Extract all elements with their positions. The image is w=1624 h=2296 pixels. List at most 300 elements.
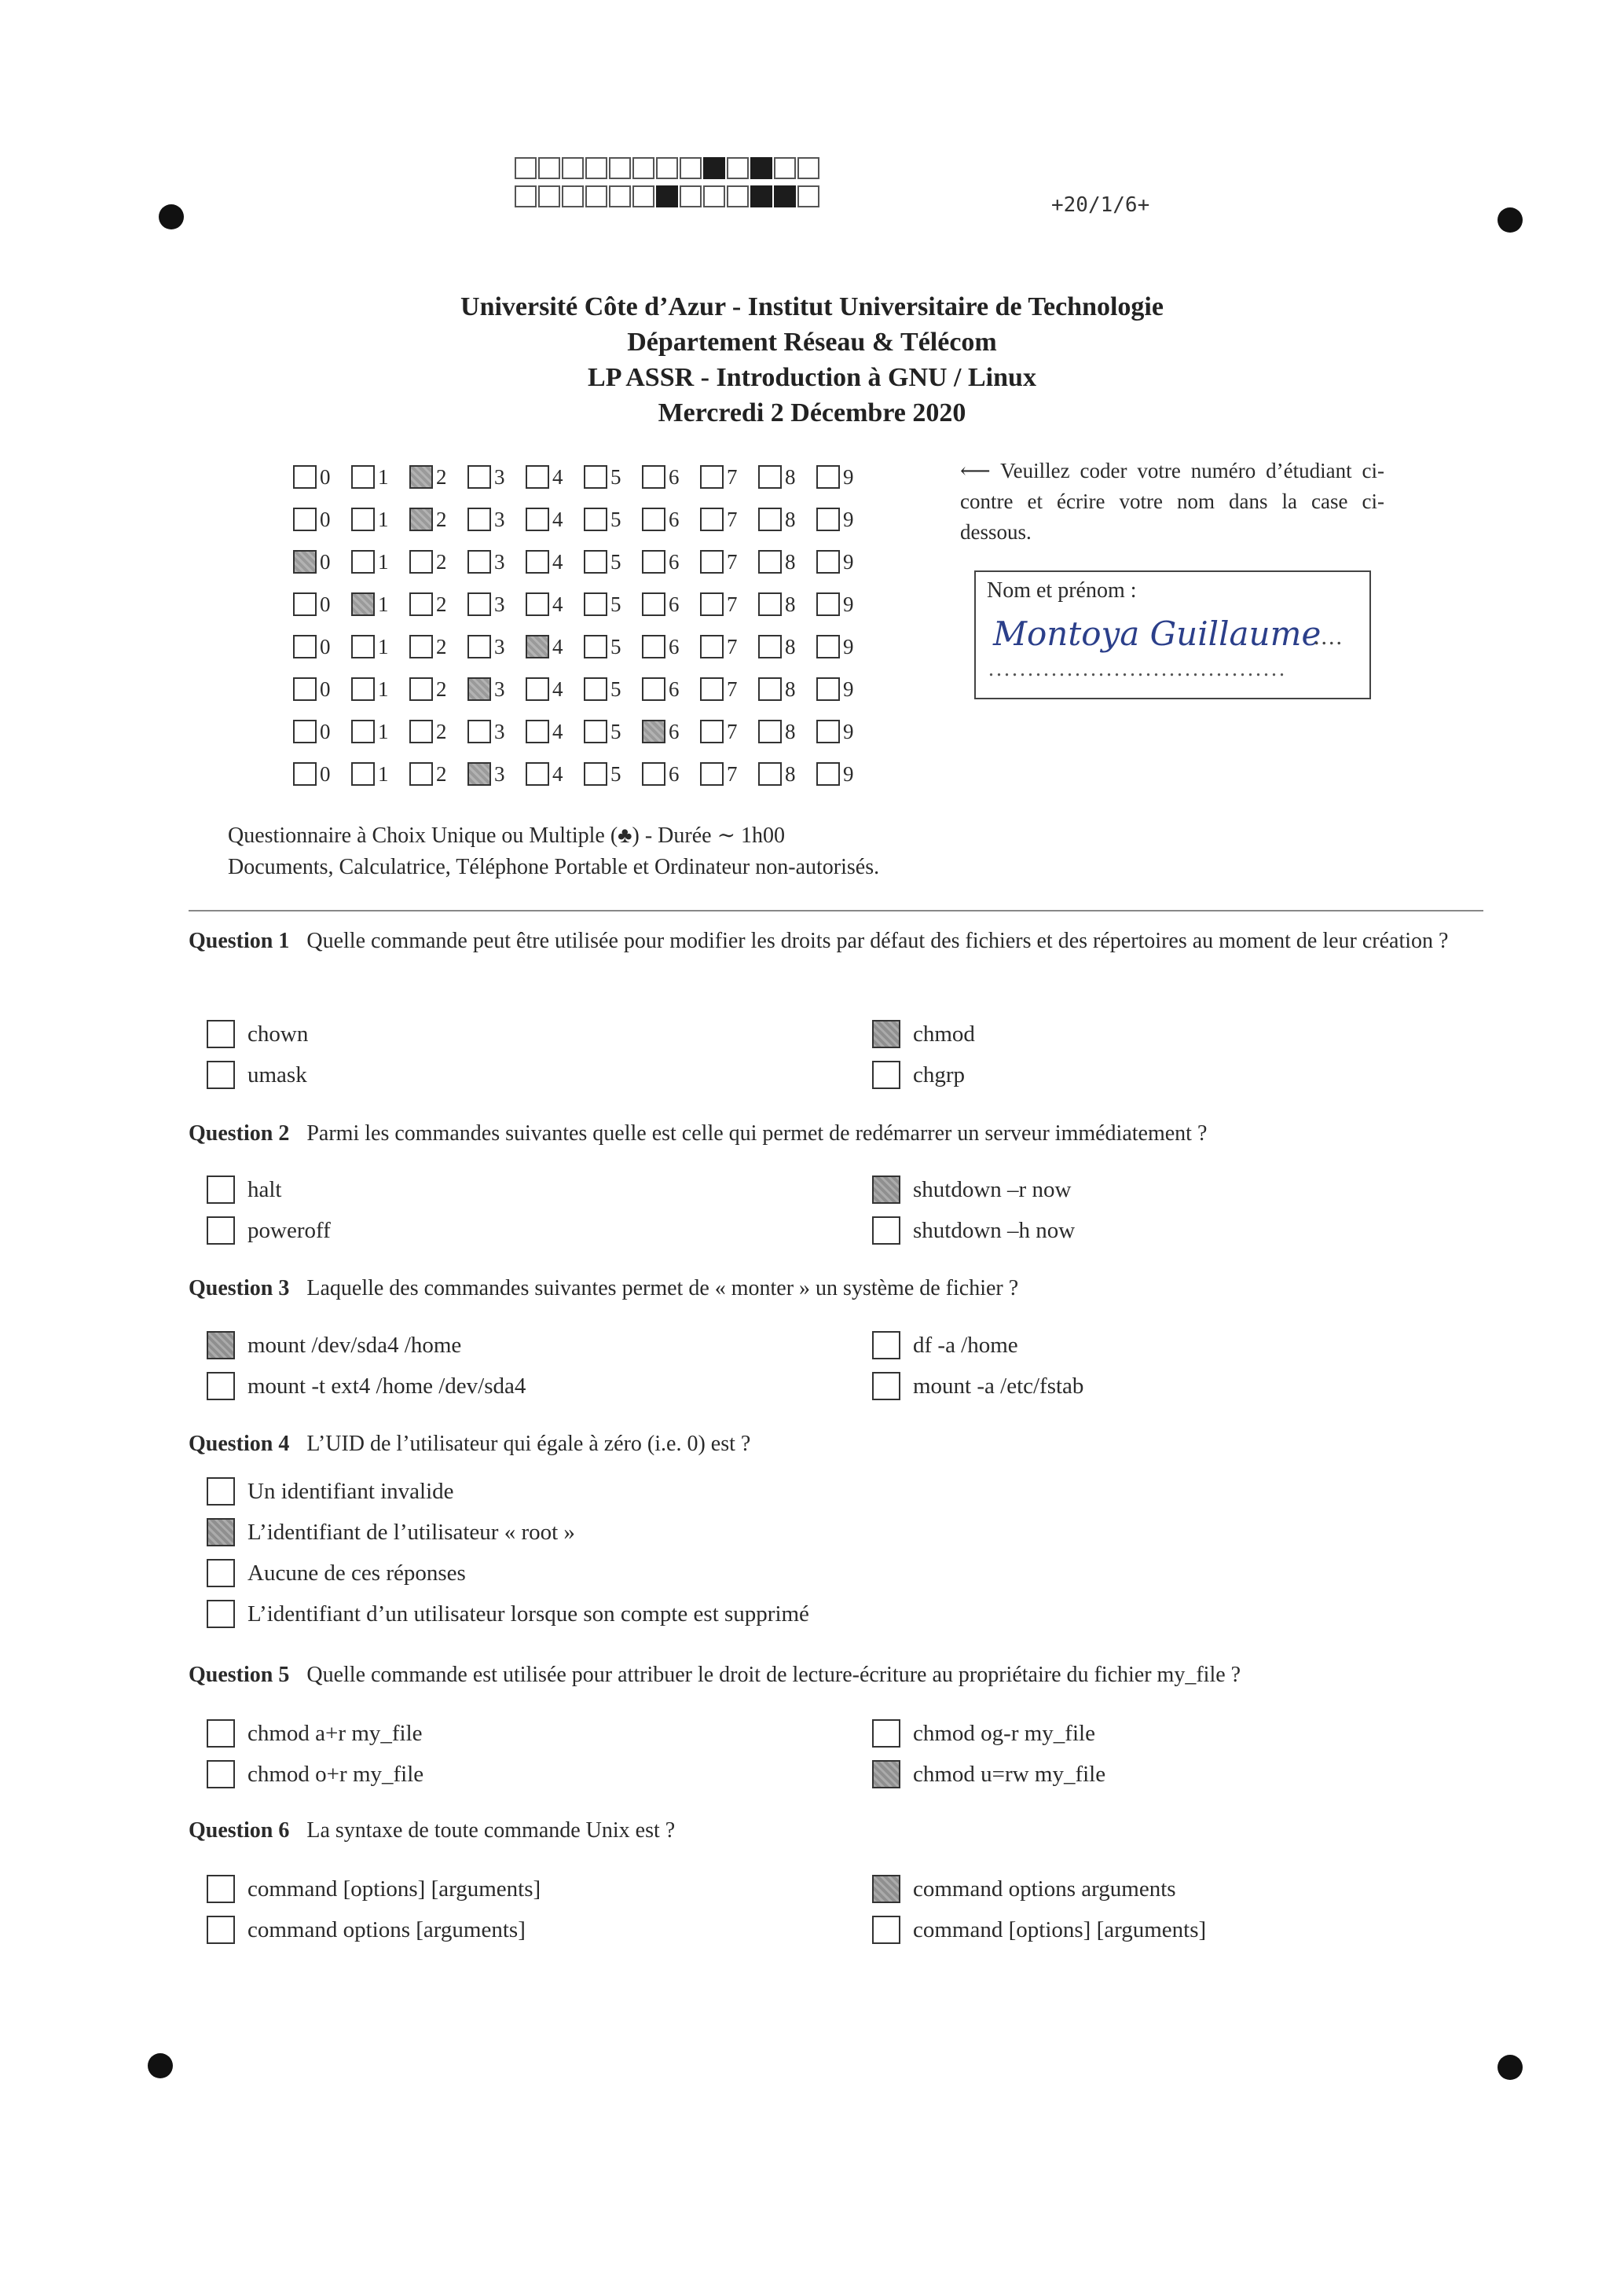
student-id-cell[interactable]: [526, 720, 584, 744]
student-id-cell[interactable]: [293, 762, 351, 787]
q5-option-2[interactable]: [872, 1719, 1095, 1748]
question-1: [189, 926, 1493, 956]
student-id-cell[interactable]: [816, 762, 874, 787]
student-id-row: [293, 668, 874, 710]
barcode-cell: [680, 157, 702, 179]
digit-checkbox[interactable]: [409, 677, 433, 701]
digit-checkbox[interactable]: [584, 677, 607, 701]
student-id-cell[interactable]: [526, 465, 584, 490]
name-box[interactable]: [974, 570, 1371, 699]
digit-checkbox[interactable]: [642, 677, 665, 701]
digit-checkbox[interactable]: [351, 762, 375, 786]
digit-checkbox[interactable]: [816, 550, 840, 574]
barcode-cell: [656, 185, 678, 207]
student-id-cell[interactable]: [816, 720, 874, 744]
option-label: chmod a+r my_file: [247, 1720, 423, 1746]
student-id-cell[interactable]: [293, 508, 351, 532]
student-id-cell[interactable]: [816, 592, 874, 617]
checkbox[interactable]: [872, 1875, 900, 1903]
digit-checkbox[interactable]: [467, 592, 491, 616]
student-id-cell[interactable]: [584, 762, 642, 787]
checkbox[interactable]: [207, 1331, 235, 1359]
digit-label: 8: [785, 761, 796, 786]
q2-option-1[interactable]: [207, 1176, 282, 1204]
q4-option-1[interactable]: [207, 1477, 454, 1506]
student-id-cell[interactable]: [700, 762, 758, 787]
barcode-cell: [609, 185, 631, 207]
digit-label: 9: [843, 761, 854, 786]
student-id-cell[interactable]: [642, 677, 700, 702]
digit-label: 4: [552, 549, 563, 574]
student-id-cell[interactable]: [642, 592, 700, 617]
digit-label: 8: [785, 677, 796, 701]
student-id-cell[interactable]: [351, 677, 409, 702]
q5-option-1[interactable]: [207, 1719, 423, 1748]
digit-label: 2: [436, 507, 447, 531]
student-id-cell[interactable]: [758, 677, 816, 702]
q2-option-2[interactable]: [872, 1176, 1071, 1204]
digit-label: 0: [320, 719, 331, 743]
q5-option-3[interactable]: [207, 1760, 423, 1788]
student-id-cell[interactable]: [351, 720, 409, 744]
checkbox[interactable]: [872, 1020, 900, 1048]
digit-checkbox[interactable]: [293, 677, 317, 701]
q6-option-3[interactable]: [207, 1916, 526, 1944]
q2-option-3[interactable]: [207, 1216, 331, 1245]
digit-checkbox[interactable]: [409, 508, 433, 531]
checkbox[interactable]: [207, 1372, 235, 1400]
student-id-cell[interactable]: [584, 508, 642, 532]
checkbox[interactable]: [207, 1719, 235, 1748]
digit-checkbox[interactable]: [467, 508, 491, 531]
digit-label: 4: [552, 464, 563, 489]
student-id-cell[interactable]: [816, 508, 874, 532]
student-id-cell[interactable]: [293, 592, 351, 617]
student-id-cell[interactable]: [758, 720, 816, 744]
student-id-cell[interactable]: [409, 465, 467, 490]
name-label: Nom et prénom :: [987, 578, 1137, 603]
header-date: Mercredi 2 Décembre 2020: [658, 398, 966, 427]
digit-checkbox[interactable]: [816, 720, 840, 743]
digit-label: 1: [378, 677, 389, 701]
digit-label: 0: [320, 507, 331, 531]
question-number: Question 3: [189, 1276, 290, 1300]
student-id-cell[interactable]: [758, 508, 816, 532]
digit-checkbox[interactable]: [526, 762, 549, 786]
digit-checkbox[interactable]: [642, 465, 665, 489]
digit-label: 4: [552, 677, 563, 701]
student-id-cell[interactable]: [351, 592, 409, 617]
checkbox[interactable]: [872, 1061, 900, 1089]
checkbox[interactable]: [207, 1020, 235, 1048]
digit-label: 3: [494, 549, 505, 574]
digit-checkbox[interactable]: [584, 465, 607, 489]
student-id-cell[interactable]: [584, 720, 642, 744]
q1-option-3[interactable]: [207, 1061, 307, 1089]
barcode-cell: [797, 185, 819, 207]
question-2: [189, 1118, 1493, 1149]
checkbox[interactable]: [207, 1916, 235, 1944]
digit-checkbox[interactable]: [642, 508, 665, 531]
student-id-cell[interactable]: [467, 677, 526, 702]
student-id-cell[interactable]: [816, 677, 874, 702]
checkbox[interactable]: [872, 1331, 900, 1359]
option-label: Aucune de ces réponses: [247, 1560, 466, 1586]
digit-checkbox[interactable]: [526, 550, 549, 574]
digit-checkbox[interactable]: [467, 762, 491, 786]
option-label: halt: [247, 1176, 282, 1202]
student-id-cell[interactable]: [293, 677, 351, 702]
digit-label: 2: [436, 719, 447, 743]
digit-checkbox[interactable]: [409, 550, 433, 574]
digit-checkbox[interactable]: [293, 635, 317, 658]
checkbox[interactable]: [207, 1176, 235, 1204]
digit-checkbox[interactable]: [700, 508, 724, 531]
checkbox[interactable]: [207, 1875, 235, 1903]
digit-checkbox[interactable]: [816, 592, 840, 616]
barcode-cell: [515, 185, 537, 207]
digit-checkbox[interactable]: [700, 720, 724, 743]
digit-checkbox[interactable]: [700, 762, 724, 786]
digit-checkbox[interactable]: [467, 677, 491, 701]
digit-checkbox[interactable]: [293, 762, 317, 786]
student-id-cell[interactable]: [351, 550, 409, 574]
digit-label: 1: [378, 464, 389, 489]
digit-label: 0: [320, 634, 331, 658]
handwritten-name: Montoya Guillaume: [993, 614, 1322, 653]
checkbox[interactable]: [872, 1216, 900, 1245]
digit-label: 6: [669, 464, 680, 489]
student-id-cell[interactable]: [816, 635, 874, 659]
student-id-cell[interactable]: [467, 762, 526, 787]
option-label: shutdown –r now: [913, 1176, 1072, 1202]
digit-checkbox[interactable]: [584, 592, 607, 616]
question-number: Question 1: [189, 929, 290, 953]
student-id-cell[interactable]: [758, 762, 816, 787]
digit-label: 3: [494, 761, 505, 786]
digit-label: 4: [552, 507, 563, 531]
digit-checkbox[interactable]: [351, 465, 375, 489]
student-id-cell[interactable]: [584, 592, 642, 617]
digit-label: 1: [378, 761, 389, 786]
student-id-cell[interactable]: [700, 592, 758, 617]
digit-checkbox[interactable]: [700, 677, 724, 701]
digit-checkbox[interactable]: [700, 465, 724, 489]
student-id-cell[interactable]: [642, 550, 700, 574]
digit-checkbox[interactable]: [700, 635, 724, 658]
q4-option-2[interactable]: [207, 1518, 575, 1546]
student-id-cell[interactable]: [409, 635, 467, 659]
digit-checkbox[interactable]: [467, 635, 491, 658]
student-id-cell[interactable]: [409, 720, 467, 744]
q4-option-4[interactable]: [207, 1600, 809, 1628]
student-id-cell[interactable]: [467, 592, 526, 617]
digit-checkbox[interactable]: [758, 635, 782, 658]
student-id-row: [293, 625, 874, 668]
q6-option-4[interactable]: [872, 1916, 1206, 1944]
digit-label: 7: [727, 677, 738, 701]
digit-checkbox[interactable]: [584, 550, 607, 574]
digit-label: 5: [610, 592, 621, 616]
q4-option-3[interactable]: [207, 1559, 466, 1587]
option-label: df -a /home: [913, 1332, 1018, 1358]
digit-label: 9: [843, 549, 854, 574]
digit-checkbox[interactable]: [758, 465, 782, 489]
digit-checkbox[interactable]: [758, 720, 782, 743]
student-id-cell[interactable]: [526, 762, 584, 787]
registration-mark-top-left: [159, 204, 184, 229]
student-id-cell[interactable]: [642, 508, 700, 532]
question-4: [189, 1429, 1493, 1459]
student-id-cell[interactable]: [351, 465, 409, 490]
digit-checkbox[interactable]: [526, 465, 549, 489]
digit-checkbox[interactable]: [584, 635, 607, 658]
option-label: L’identifiant de l’utilisateur « root »: [247, 1519, 575, 1545]
barcode-cell: [703, 185, 725, 207]
digit-checkbox[interactable]: [642, 635, 665, 658]
digit-checkbox[interactable]: [584, 762, 607, 786]
student-id-cell[interactable]: [584, 635, 642, 659]
digit-checkbox[interactable]: [700, 550, 724, 574]
student-id-cell[interactable]: [467, 635, 526, 659]
student-id-cell[interactable]: [758, 635, 816, 659]
student-id-cell[interactable]: [351, 762, 409, 787]
digit-checkbox[interactable]: [758, 508, 782, 531]
digit-checkbox[interactable]: [409, 465, 433, 489]
student-id-cell[interactable]: [526, 635, 584, 659]
digit-checkbox[interactable]: [293, 720, 317, 743]
student-id-cell[interactable]: [409, 550, 467, 574]
digit-checkbox[interactable]: [467, 465, 491, 489]
digit-checkbox[interactable]: [642, 592, 665, 616]
digit-checkbox[interactable]: [816, 635, 840, 658]
digit-checkbox[interactable]: [351, 635, 375, 658]
checkbox[interactable]: [872, 1719, 900, 1748]
option-label: command [options] [arguments]: [247, 1876, 541, 1902]
digit-checkbox[interactable]: [467, 720, 491, 743]
option-label: command options [arguments]: [247, 1916, 526, 1942]
q1-option-2[interactable]: [872, 1020, 975, 1048]
student-id-cell[interactable]: [700, 550, 758, 574]
student-id-cell[interactable]: [526, 508, 584, 532]
digit-checkbox[interactable]: [351, 508, 375, 531]
q1-option-1[interactable]: [207, 1020, 308, 1048]
digit-checkbox[interactable]: [293, 465, 317, 489]
digit-label: 4: [552, 761, 563, 786]
student-id-cell[interactable]: [526, 677, 584, 702]
q1-option-4[interactable]: [872, 1061, 965, 1089]
digit-checkbox[interactable]: [526, 508, 549, 531]
student-id-cell[interactable]: [467, 508, 526, 532]
checkbox[interactable]: [207, 1600, 235, 1628]
barcode-row-2: [515, 185, 821, 207]
student-id-cell[interactable]: [293, 550, 351, 574]
digit-checkbox[interactable]: [409, 762, 433, 786]
q5-option-4[interactable]: [872, 1760, 1105, 1788]
student-id-cell[interactable]: [700, 508, 758, 532]
student-id-cell[interactable]: [700, 465, 758, 490]
digit-label: 5: [610, 634, 621, 658]
digit-checkbox[interactable]: [816, 762, 840, 786]
checkbox[interactable]: [207, 1216, 235, 1245]
q3-option-2[interactable]: [872, 1331, 1018, 1359]
digit-checkbox[interactable]: [293, 550, 317, 574]
digit-checkbox[interactable]: [584, 720, 607, 743]
student-id-cell[interactable]: [642, 720, 700, 744]
digit-checkbox[interactable]: [816, 677, 840, 701]
digit-label: 2: [436, 761, 447, 786]
digit-label: 2: [436, 549, 447, 574]
digit-label: 6: [669, 677, 680, 701]
digit-checkbox[interactable]: [351, 720, 375, 743]
student-id-cell[interactable]: [467, 720, 526, 744]
digit-label: 5: [610, 677, 621, 701]
student-id-cell[interactable]: [409, 592, 467, 617]
digit-label: 8: [785, 634, 796, 658]
digit-checkbox[interactable]: [758, 550, 782, 574]
digit-checkbox[interactable]: [409, 592, 433, 616]
digit-label: 2: [436, 592, 447, 616]
digit-label: 9: [843, 464, 854, 489]
digit-checkbox[interactable]: [642, 550, 665, 574]
barcode-cell: [774, 185, 796, 207]
exam-format: Questionnaire à Choix Unique ou Multiple (♣) - Durée ∼ 1h00: [228, 823, 786, 848]
digit-label: 5: [610, 549, 621, 574]
question-5: [189, 1660, 1493, 1690]
digit-checkbox[interactable]: [409, 635, 433, 658]
digit-checkbox[interactable]: [526, 635, 549, 658]
digit-label: 6: [669, 634, 680, 658]
barcode-cell: [727, 185, 749, 207]
registration-mark-bottom-left: [148, 2053, 173, 2078]
student-id-cell[interactable]: [758, 592, 816, 617]
digit-label: 1: [378, 634, 389, 658]
q2-option-4[interactable]: [872, 1216, 1075, 1245]
digit-checkbox[interactable]: [758, 677, 782, 701]
digit-label: 3: [494, 719, 505, 743]
name-dots-line-2: ......................................: [988, 657, 1287, 681]
student-id-cell[interactable]: [700, 677, 758, 702]
digit-checkbox[interactable]: [700, 592, 724, 616]
digit-checkbox[interactable]: [293, 508, 317, 531]
student-id-cell[interactable]: [584, 465, 642, 490]
barcode-cell: [750, 157, 772, 179]
q3-option-4[interactable]: [872, 1372, 1083, 1400]
digit-label: 4: [552, 634, 563, 658]
student-id-cell[interactable]: [758, 550, 816, 574]
student-id-cell[interactable]: [351, 508, 409, 532]
digit-label: 1: [378, 507, 389, 531]
checkbox[interactable]: [872, 1760, 900, 1788]
digit-label: 7: [727, 761, 738, 786]
question-text: Quelle commande est utilisée pour attribuer le droit de lecture-écriture au propriétaire du fichier my_file ?: [306, 1663, 1241, 1687]
digit-label: 7: [727, 634, 738, 658]
digit-checkbox[interactable]: [526, 720, 549, 743]
student-id-cell[interactable]: [526, 592, 584, 617]
digit-label: 7: [727, 592, 738, 616]
student-id-cell[interactable]: [293, 465, 351, 490]
digit-label: 1: [378, 549, 389, 574]
student-id-cell[interactable]: [816, 465, 874, 490]
student-id-cell[interactable]: [409, 677, 467, 702]
option-label: chmod o+r my_file: [247, 1761, 424, 1787]
student-id-cell[interactable]: [409, 762, 467, 787]
question-number: Question 2: [189, 1121, 290, 1146]
question-6: [189, 1815, 1493, 1846]
digit-checkbox[interactable]: [293, 592, 317, 616]
q6-option-2[interactable]: [872, 1875, 1176, 1903]
checkbox[interactable]: [207, 1518, 235, 1546]
digit-checkbox[interactable]: [584, 508, 607, 531]
digit-checkbox[interactable]: [758, 592, 782, 616]
checkbox[interactable]: [207, 1760, 235, 1788]
checkbox[interactable]: [207, 1061, 235, 1089]
student-id-cell[interactable]: [293, 720, 351, 744]
header-university: Université Côte d’Azur - Institut Universitaire de Technologie: [460, 292, 1164, 321]
checkbox[interactable]: [872, 1176, 900, 1204]
digit-label: 0: [320, 549, 331, 574]
student-id-cell[interactable]: [293, 635, 351, 659]
digit-label: 9: [843, 634, 854, 658]
student-id-cell[interactable]: [584, 677, 642, 702]
q6-option-1[interactable]: [207, 1875, 541, 1903]
barcode-cell: [797, 157, 819, 179]
digit-checkbox[interactable]: [526, 592, 549, 616]
student-id-cell[interactable]: [467, 550, 526, 574]
digit-checkbox[interactable]: [351, 550, 375, 574]
digit-label: 3: [494, 677, 505, 701]
q3-option-1[interactable]: [207, 1331, 461, 1359]
student-id-cell[interactable]: [758, 465, 816, 490]
checkbox[interactable]: [872, 1916, 900, 1944]
student-id-cell[interactable]: [700, 720, 758, 744]
student-id-cell[interactable]: [642, 635, 700, 659]
digit-checkbox[interactable]: [467, 550, 491, 574]
digit-checkbox[interactable]: [526, 677, 549, 701]
digit-label: 9: [843, 677, 854, 701]
student-id-cell[interactable]: [409, 508, 467, 532]
digit-checkbox[interactable]: [409, 720, 433, 743]
student-id-cell[interactable]: [584, 550, 642, 574]
option-label: umask: [247, 1062, 307, 1087]
digit-label: 6: [669, 592, 680, 616]
student-id-cell[interactable]: [467, 465, 526, 490]
student-id-cell[interactable]: [351, 635, 409, 659]
digit-checkbox[interactable]: [642, 762, 665, 786]
student-id-cell[interactable]: [642, 465, 700, 490]
digit-checkbox[interactable]: [816, 508, 840, 531]
digit-checkbox[interactable]: [351, 592, 375, 616]
barcode-cell: [774, 157, 796, 179]
checkbox[interactable]: [872, 1372, 900, 1400]
digit-checkbox[interactable]: [758, 762, 782, 786]
checkbox[interactable]: [207, 1477, 235, 1506]
student-id-cell[interactable]: [526, 550, 584, 574]
digit-checkbox[interactable]: [816, 465, 840, 489]
digit-label: 1: [378, 719, 389, 743]
option-label: command options arguments: [913, 1876, 1176, 1902]
student-id-cell[interactable]: [642, 762, 700, 787]
student-id-cell[interactable]: [700, 635, 758, 659]
digit-checkbox[interactable]: [642, 720, 665, 743]
digit-label: 9: [843, 507, 854, 531]
student-id-cell[interactable]: [816, 550, 874, 574]
digit-checkbox[interactable]: [351, 677, 375, 701]
q3-option-3[interactable]: [207, 1372, 526, 1400]
exam-rules: Documents, Calculatrice, Téléphone Portable et Ordinateur non-autorisés.: [228, 855, 880, 879]
student-id-row: [293, 710, 874, 753]
checkbox[interactable]: [207, 1559, 235, 1587]
